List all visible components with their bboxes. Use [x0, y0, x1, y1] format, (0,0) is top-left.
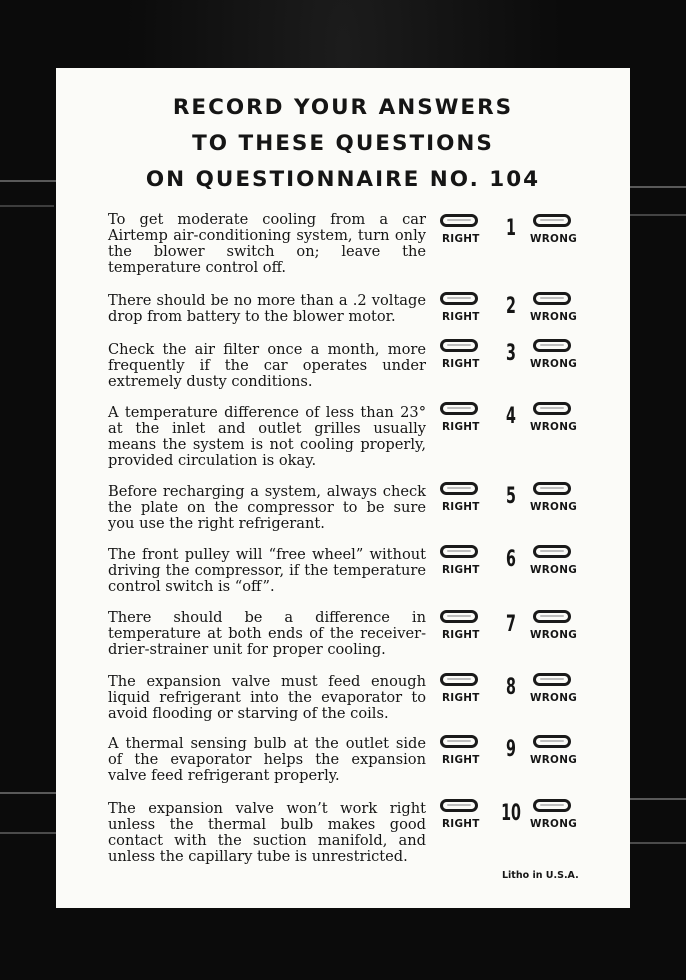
right-label-3: RIGHT	[442, 358, 480, 370]
sheet-heading	[56, 90, 630, 198]
question-text-5: Before recharging a system, always check the plate on the compressor to be sure you use the right refrigerant.	[108, 483, 426, 532]
scan-streak	[630, 214, 686, 216]
wrong-label-9: WRONG	[530, 754, 578, 766]
wrong-answer-bubble-2[interactable]	[533, 292, 571, 305]
scan-streak	[630, 186, 686, 188]
scan-streak	[0, 832, 58, 834]
wrong-label-4: WRONG	[530, 421, 578, 433]
heading-line-2: TO THESE QUESTIONS	[192, 131, 494, 156]
question-text-6: The front pulley will “free wheel” without driving the compressor, if the temperature control switch is “off”.	[108, 546, 426, 595]
right-answer-bubble-7[interactable]	[440, 610, 478, 623]
right-label-9: RIGHT	[442, 754, 480, 766]
scan-streak	[630, 842, 686, 844]
question-number-3: 3	[506, 341, 516, 366]
question-text-1: To get moderate cooling from a car Airtemp air-conditioning system, turn only the blower switch on; leave the temperature control off.	[108, 211, 426, 276]
right-answer-bubble-10[interactable]	[440, 799, 478, 812]
printer-imprint: Litho in U.S.A.	[502, 870, 579, 881]
question-number-10: 10	[501, 801, 521, 826]
question-number-1: 1	[506, 216, 516, 241]
wrong-answer-bubble-4[interactable]	[533, 402, 571, 415]
right-label-8: RIGHT	[442, 692, 480, 704]
wrong-answer-bubble-5[interactable]	[533, 482, 571, 495]
question-number-7: 7	[506, 612, 516, 637]
right-label-4: RIGHT	[442, 421, 480, 433]
heading-line-3: ON QUESTIONNAIRE NO. 104	[145, 167, 541, 192]
right-label-2: RIGHT	[442, 311, 480, 323]
question-number-6: 6	[506, 547, 516, 572]
heading-line-1: RECORD YOUR ANSWERS	[172, 95, 514, 120]
question-number-2: 2	[506, 294, 516, 319]
wrong-label-6: WRONG	[530, 564, 578, 576]
scan-streak	[0, 792, 58, 794]
wrong-label-5: WRONG	[530, 501, 578, 513]
question-text-10: The expansion valve won’t work right unless the thermal bulb makes good contact with the suction manifold, and unless the capillary tube is unrestricted.	[108, 800, 426, 865]
question-number-4: 4	[506, 404, 516, 429]
wrong-answer-bubble-10[interactable]	[533, 799, 571, 812]
wrong-label-10: WRONG	[530, 818, 578, 830]
wrong-label-2: WRONG	[530, 311, 578, 323]
wrong-answer-bubble-9[interactable]	[533, 735, 571, 748]
right-label-5: RIGHT	[442, 501, 480, 513]
question-text-4: A temperature difference of less than 23° at the inlet and outlet grilles usually means the system is not cooling properly, provided circulation is okay.	[108, 404, 426, 469]
right-answer-bubble-2[interactable]	[440, 292, 478, 305]
scan-streak	[0, 205, 54, 207]
answer-sheet	[56, 68, 630, 908]
wrong-label-3: WRONG	[530, 358, 578, 370]
right-answer-bubble-8[interactable]	[440, 673, 478, 686]
right-label-6: RIGHT	[442, 564, 480, 576]
question-number-8: 8	[506, 675, 516, 700]
scan-streak	[630, 798, 686, 800]
question-text-8: The expansion valve must feed enough liquid refrigerant into the evaporator to avoid flooding or starving of the coils.	[108, 673, 426, 722]
right-answer-bubble-3[interactable]	[440, 339, 478, 352]
right-answer-bubble-1[interactable]	[440, 214, 478, 227]
question-number-9: 9	[506, 737, 516, 762]
right-label-7: RIGHT	[442, 629, 480, 641]
scan-streak	[0, 180, 58, 182]
wrong-answer-bubble-6[interactable]	[533, 545, 571, 558]
right-label-1: RIGHT	[442, 233, 480, 245]
wrong-answer-bubble-1[interactable]	[533, 214, 571, 227]
wrong-label-7: WRONG	[530, 629, 578, 641]
question-number-5: 5	[506, 484, 516, 509]
question-text-7: There should be a difference in temperature at both ends of the receiver-drier-strainer unit for proper cooling.	[108, 609, 426, 658]
wrong-answer-bubble-3[interactable]	[533, 339, 571, 352]
wrong-answer-bubble-8[interactable]	[533, 673, 571, 686]
right-answer-bubble-4[interactable]	[440, 402, 478, 415]
right-label-10: RIGHT	[442, 818, 480, 830]
wrong-answer-bubble-7[interactable]	[533, 610, 571, 623]
right-answer-bubble-5[interactable]	[440, 482, 478, 495]
wrong-label-8: WRONG	[530, 692, 578, 704]
wrong-label-1: WRONG	[530, 233, 578, 245]
question-text-2: There should be no more than a .2 voltage drop from battery to the blower motor.	[108, 292, 426, 325]
right-answer-bubble-9[interactable]	[440, 735, 478, 748]
right-answer-bubble-6[interactable]	[440, 545, 478, 558]
question-text-9: A thermal sensing bulb at the outlet side of the evaporator helps the expansion valve feed refrigerant properly.	[108, 735, 426, 784]
question-text-3: Check the air filter once a month, more frequently if the car operates under extremely dusty conditions.	[108, 341, 426, 390]
